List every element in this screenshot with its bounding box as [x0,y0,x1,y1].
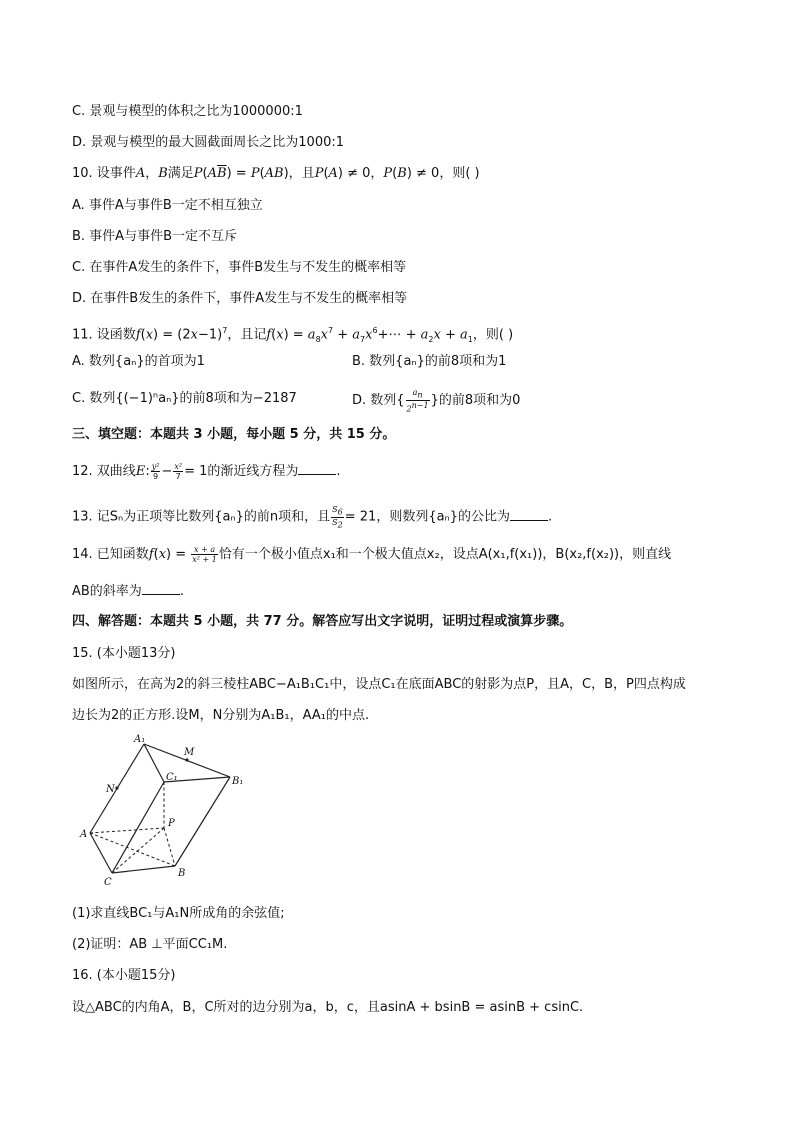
edge-c-p-hidden [112,828,164,873]
q10-option-a: A. 事件A与事件B一定不相互独立 [72,198,263,213]
q12-answer-blank[interactable] [298,462,336,475]
q10-stem: 10. 设事件A，B满足$P(A\overline{B}) = P(AB)$，且P(A) ≠ 0，P(B) ≠ 0，则( ) [72,166,480,181]
label-b: B [178,868,186,879]
q14-line1: 14. 已知函数f(x) = $\frac{x + a}{\text{x² + 1}}$ 恰有一个极小值点x₁和一个极大值点x₂，设点A(x₁,f(x₁))，B(x₂,f(x₂))，则直线 [72,545,672,564]
edge-c-b [112,866,175,873]
q16-text: 设△ABC的内角A，B，C所对的边分别为a，b，c，且asinA + bsinB = asinB + csinC. [72,1000,584,1015]
label-c: C [104,877,112,888]
point-m [185,758,188,761]
section-3-heading: 三、填空题：本题共 3 小题，每小题 5 分，共 15 分。 [72,427,396,442]
edge-p-b-hidden [164,828,175,866]
q9-option-d: D. 景观与模型的最大圆截面周长之比为1000:1 [72,135,345,150]
q10-option-d: D. 在事件B发生的条件下，事件A发生与不发生的概率相等 [72,291,408,306]
q11-option-c: C. 数列{(−1)ⁿaₙ}的前8项和为−2187 [72,391,297,406]
edge-a-p-hidden [90,828,164,833]
label-p: P [168,818,175,829]
q10-option-b: B. 事件A与事件B一定不互斥 [72,229,237,244]
label-a: A [80,829,88,840]
section-4-heading: 四、解答题：本题共 5 小题，共 77 分。解答应写出文字说明，证明过程或演算步骤。 [72,614,573,629]
q13: 13. 记Sₙ为正项等比数列{aₙ}的前n项和，且 $\frac{S_6}{S_2}$ = 21，则数列{aₙ}的公比为 . [72,505,553,530]
q14-answer-blank[interactable] [142,582,180,595]
q16-title: 16. (本小题15分) [72,968,176,983]
edge-c-c1 [112,782,164,873]
q11-option-b: B. 数列{aₙ}的前8项和为1 [352,354,507,369]
q11-option-d: D. 数列{ $\frac{a_n}{2^{n-1}}$ }的前8项和为0 [352,388,521,414]
edge-a1-c1 [144,744,164,782]
label-b1: B₁ [232,776,244,787]
q14-line2: AB的斜率为 . [72,584,184,599]
prism-figure [72,730,252,890]
label-c1: C₁ [166,772,178,783]
label-a1: A₁ [134,734,146,745]
q12: 12. 双曲线E: $\frac{\text{y²}}{9}$ − $\frac{\text{x²}}{7}$ = 1的渐近线方程为 . [72,462,341,481]
label-n: N [106,784,115,795]
q15-part-1: (1)求直线BC₁与A₁N所成角的余弦值; [72,906,285,921]
q15-text-2: 边长为2的正方形.设M，N分别为A₁B₁，AA₁的中点. [72,708,370,723]
edge-b-b1 [175,777,230,866]
point-n [115,786,118,789]
q9-option-c: C. 景观与模型的体积之比为1000000:1 [72,104,303,119]
label-m: M [184,747,195,758]
q11-option-a: A. 数列{aₙ}的首项为1 [72,354,205,369]
q15-text-1: 如图所示，在高为2的斜三棱柱ABC−A₁B₁C₁中，设点C₁在底面ABC的射影为点P，且A，C，B，P四点构成 [72,677,686,692]
q11-stem: 11. 设函数$f(x) = (2x-1)^7$，且记$f(x) = a_8x^7$ + $a_7x^6+\cdots + a_2x + a_1$，则( ) [72,326,514,344]
q15-part-2: (2)证明：AB ⊥平面CC₁M. [72,937,228,952]
q10-option-c: C. 在事件A发生的条件下，事件B发生与不发生的概率相等 [72,260,407,275]
q13-answer-blank[interactable] [510,508,548,521]
edge-a-c [90,833,112,873]
q15-title: 15. (本小题13分) [72,646,176,661]
